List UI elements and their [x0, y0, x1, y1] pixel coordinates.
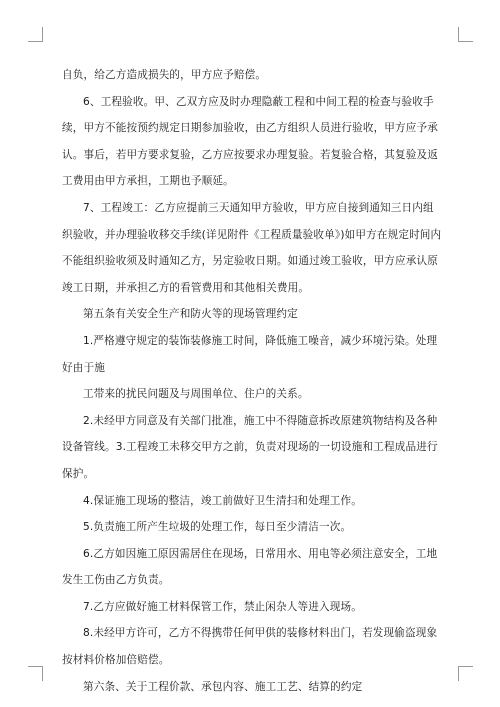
crop-mark-bottom-right — [458, 666, 473, 681]
document-body — [62, 62, 444, 700]
paragraph: 5.负责施工所产生垃圾的处理工作，每日至少清洁一次。 — [83, 521, 352, 534]
paragraph: 7、工程竣工：乙方应提前三天通知甲方验收，甲方应自接到通知三日内组织验收，并办理验收移交手续(详见附件《工程质量验收单》)如甲方在规定时间内不能组织验收须及时通知乙方，另定验收日期。如通过竣工验收，甲方应承认原竣工日期，并承担乙方的看管费用和其他相关费用。 — [62, 201, 442, 294]
paragraph: 8.未经甲方许可，乙方不得携带任何甲供的装修材料出门，若发现偷盗现象按材料价格加倍赔偿。 — [62, 627, 438, 667]
crop-mark-top-right — [458, 27, 473, 42]
paragraph: 工带来的扰民问题及与周围单位、住户的关系。 — [83, 388, 309, 401]
paragraph: 6.乙方如因施工原因需居住在现场，日常用水、用电等必须注意安全，工地发生工伤由乙方负责。 — [62, 547, 438, 587]
paragraph: 6、工程验收。甲、乙双方应及时办理隐蔽工程和中间工程的检查与验收手续，甲方不能按预约规定日期参加验收，由乙方组织人员进行验收，甲方应予承认。事后，若甲方要求复验，乙方应按要求办理复验。若复验合格，其复验及返工费用由甲方承担，工期也予顺延。 — [62, 95, 439, 188]
crop-mark-bottom-left — [28, 666, 43, 681]
paragraph: 2.未经甲方同意及有关部门批准，施工中不得随意拆改原建筑物结构及各种设备管线。3.工程竣工未移交甲方之前，负责对现场的一切设施和工程成品进行保护。 — [62, 414, 438, 480]
crop-mark-top-left — [28, 27, 43, 42]
section-heading: 第五条有关安全生产和防火等的现场管理约定 — [83, 308, 298, 321]
paragraph: 1.严格遵守规定的装饰装修施工时间，降低施工噪音，减少环境污染。处理好由于施 — [62, 334, 438, 374]
paragraph: 自负，给乙方造成损失的，甲方应予赔偿。 — [62, 69, 267, 81]
paragraph: 7.乙方应做好施工材料保管工作，禁止闲杂人等进入现场。 — [83, 600, 362, 613]
paragraph: 4.保证施工现场的整洁，竣工前做好卫生清扫和处理工作。 — [83, 494, 362, 507]
section-heading: 第六条、关于工程价款、承包内容、施工工艺、结算的约定 — [83, 680, 363, 693]
